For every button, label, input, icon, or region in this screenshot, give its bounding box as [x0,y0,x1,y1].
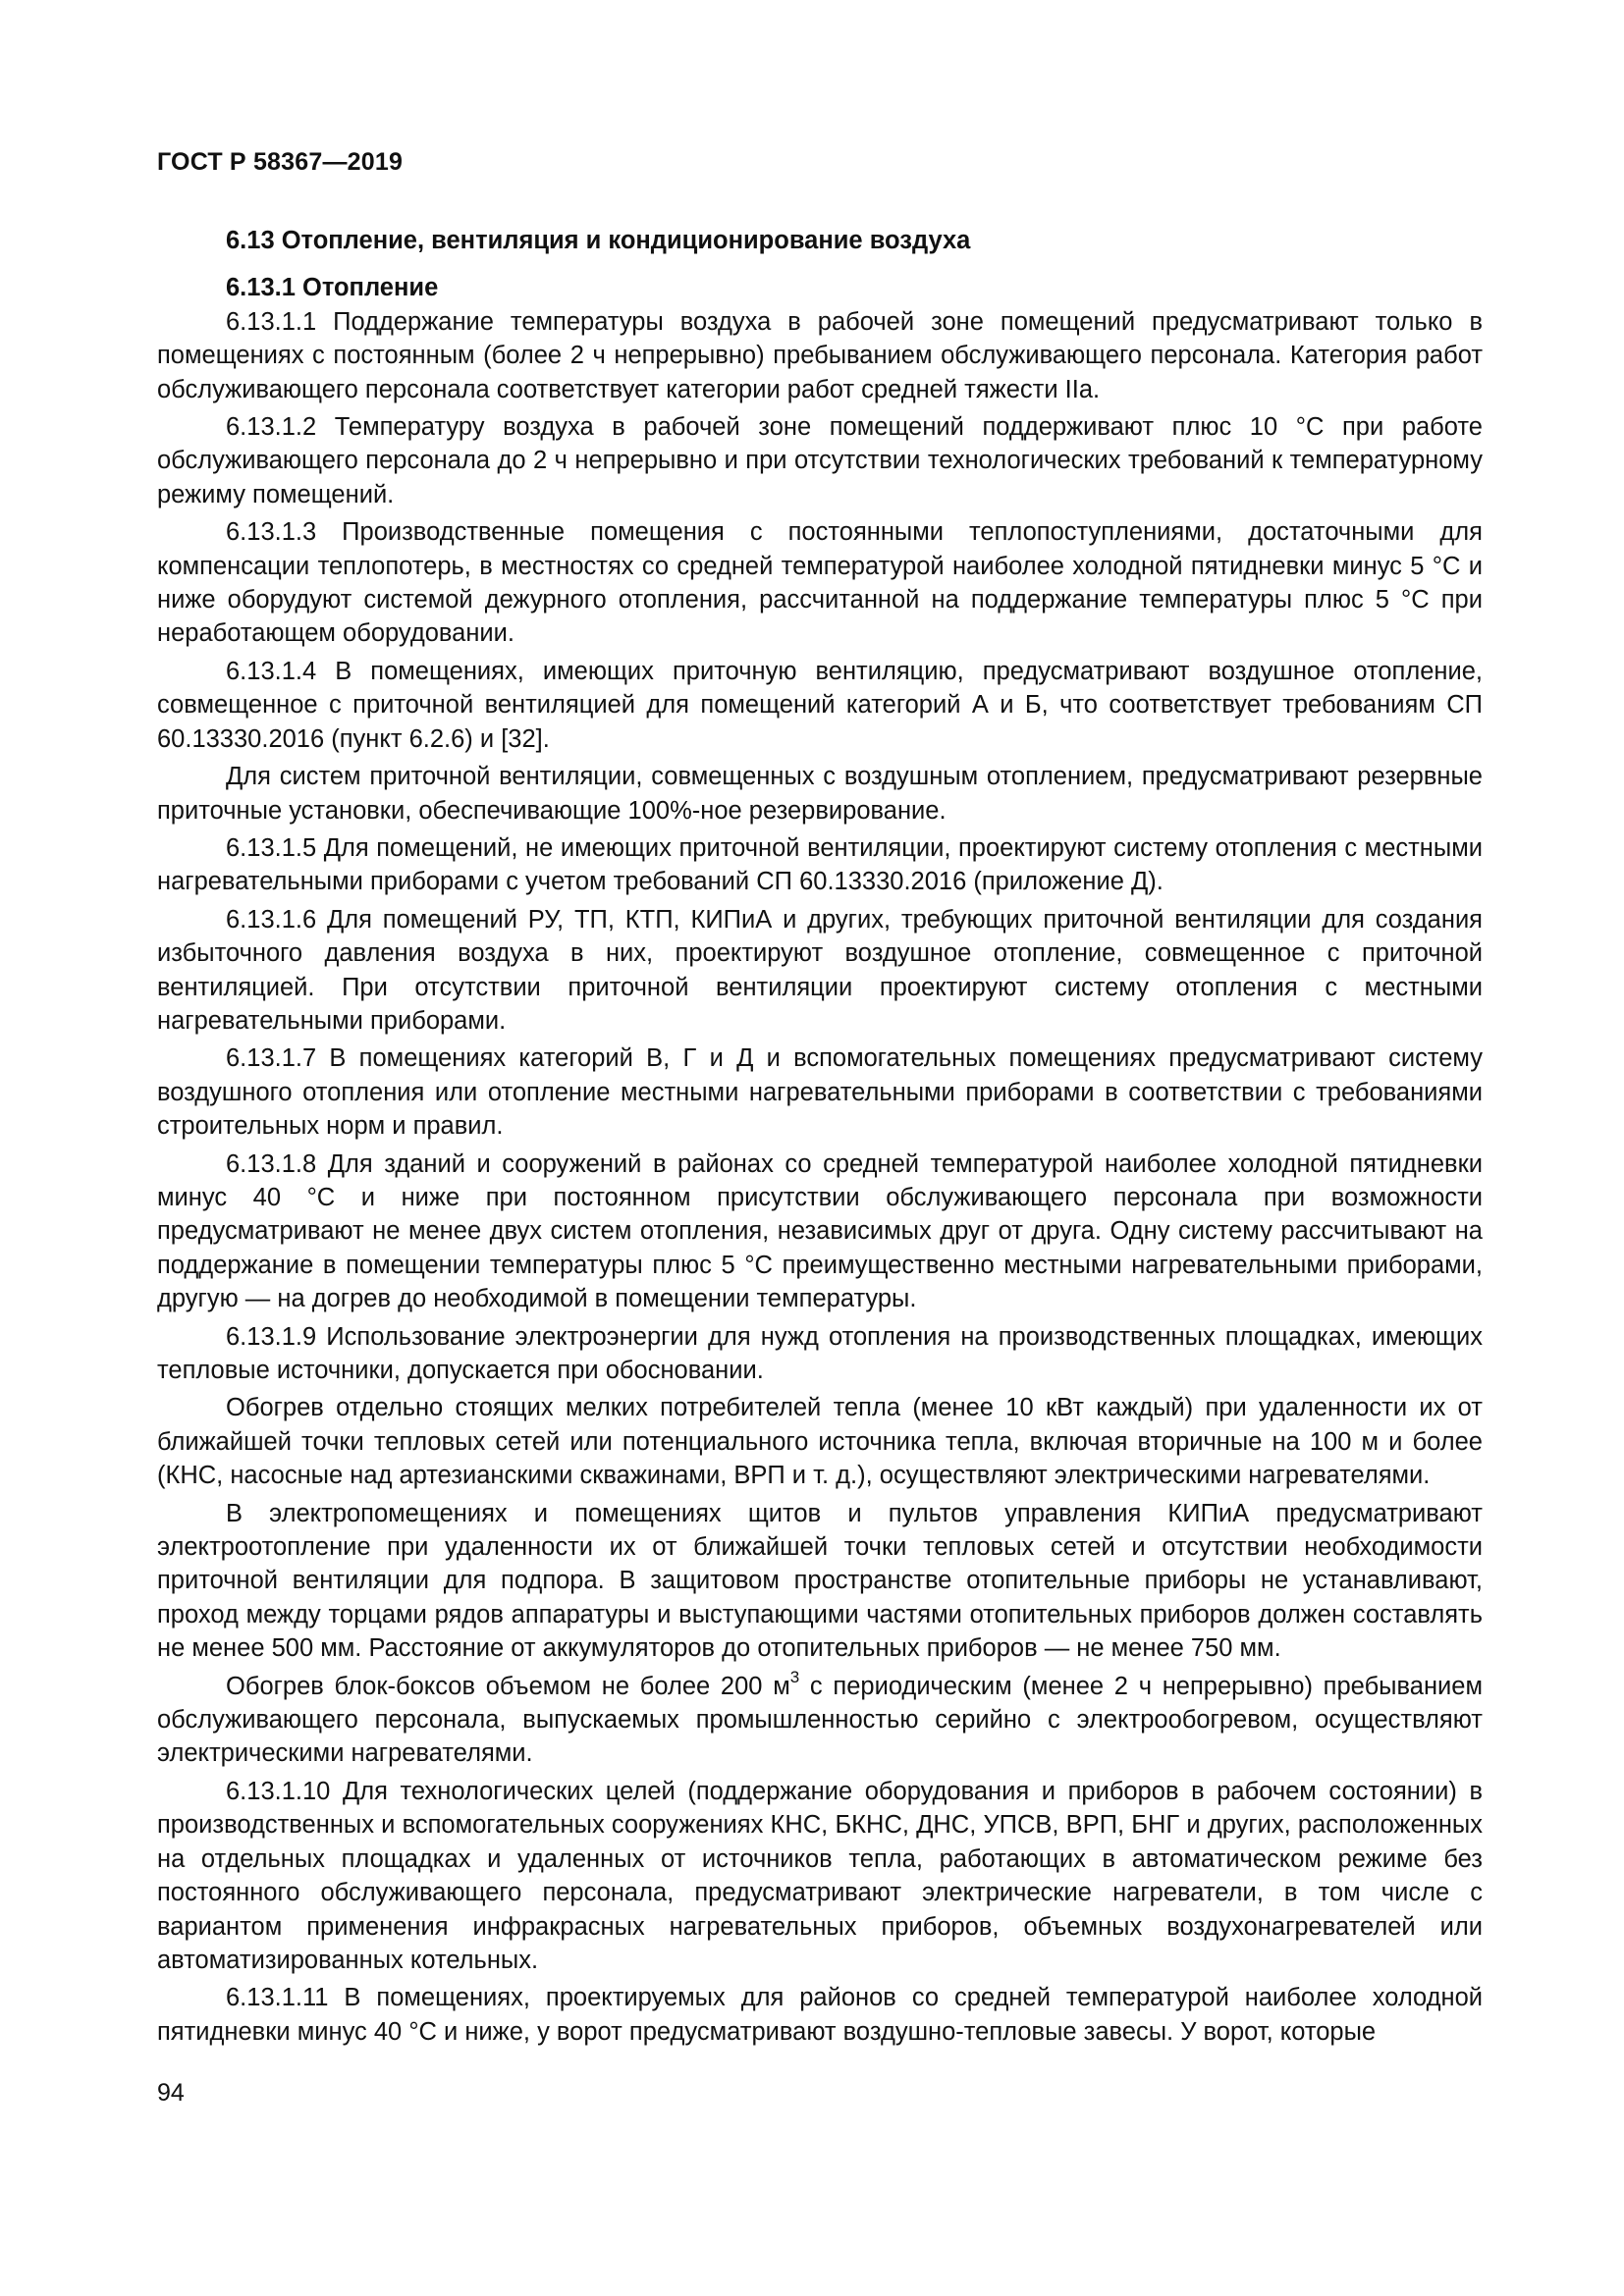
paragraph-6-13-1-11: 6.13.1.11 В помещениях, проектируемых для районов со средней температурой наиболее холодной пятидневки минус 40 °С и ниже, у ворот предусматривают воздушно-тепловые завесы. У ворот, которые [157,1984,1483,2046]
page-number: 94 [157,2079,185,2107]
paragraph-electro-rooms: В электропомещениях и помещениях щитов и пультов управления КИПиА предусматривают электроотопление при удаленности их от ближайшей точки тепловых сетей и отсутствии необходимости приточной вентиляции для подпора. В защитовом пространстве отопительные приборы не устанавливают, проход между торцами рядов аппаратуры и выступающими частями отопительных приборов должен составлять не менее 500 мм. Расстояние от аккумуляторов до отопительных приборов — не менее 750 мм. [157,1499,1483,1663]
cubic-superscript: 3 [789,1668,800,1687]
paragraph-6-13-1-7: 6.13.1.7 В помещениях категорий В, Г и Д и вспомогательных помещениях предусматривают систему воздушного отопления или отопление местными нагревательными приборами в соответствии с требованиями строительных норм и правил. [157,1044,1483,1141]
paragraph-6-13-1-6: 6.13.1.6 Для помещений РУ, ТП, КТП, КИПиА и других, требующих приточной вентиляции для создания избыточного давления воздуха в них, проектируют воздушное отопление, совмещенное с приточной вентиляцией. При отсутствии приточной вентиляции проектируют систему отопления с местными нагревательными приборами. [157,905,1483,1035]
subsection-heading: 6.13.1 Отопление [226,274,439,302]
block-boxes-text-end: с периодическим (менее 2 ч непрерывно) пребыванием обслуживающего персонала, выпускаемых промышленностью серийно с электрообогревом, осуществляют электрическими нагревателями. [157,1672,1483,1768]
block-boxes-text-start: Обогрев блок-боксов объемом не более 200 м [226,1672,790,1700]
paragraph-6-13-1-10: 6.13.1.10 Для технологических целей (поддержание оборудования и приборов в рабочем состоянии) в производственных и вспомогательных сооружениях КНС, БКНС, ДНС, УПСВ, ВРП, БНГ и других, расположенных на отдельных площадках и удаленных от источников тепла, работающих в автоматическом режиме без постоянного обслуживающего персонала, предусматривают электрические нагреватели, в том числе с вариантом применения инфракрасных нагревательных приборов, объемных воздухонагревателей или автоматизированных котельных. [157,1777,1483,1974]
paragraph-6-13-1-9: 6.13.1.9 Использование электроэнергии для нужд отопления на производственных площадках, имеющих тепловые источники, допускается при обосновании. [157,1322,1483,1384]
section-heading: 6.13 Отопление, вентиляция и кондиционирование воздуха [226,227,971,254]
paragraph-6-13-1-3: 6.13.1.3 Производственные помещения с постоянными теплопоступлениями, достаточными для компенсации теплопотерь, в местностях со средней температурой наиболее холодной пятидневки минус 5 °С и ниже оборудуют системой дежурного отопления, рассчитанной на поддержание температуры плюс 5 °С при неработающем оборудовании. [157,518,1483,648]
paragraph-6-13-1-8: 6.13.1.8 Для зданий и сооружений в районах со средней температурой наиболее холодной пятидневки минус 40 °С и ниже при постоянном присутствии обслуживающего персонала при возможности предусматривают не менее двух систем отопления, независимых друг от друга. Одну систему рассчитывают на поддержание в помещении температуры плюс 5 °С преимущественно местными нагревательными приборами, другую — на догрев до необходимой в помещении температуры. [157,1149,1483,1313]
paragraph-6-13-1-5: 6.13.1.5 Для помещений, не имеющих приточной вентиляции, проектируют систему отопления с местными нагревательными приборами с учетом требований СП 60.13330.2016 (приложение Д). [157,833,1483,896]
document-body [157,224,1483,2049]
paragraph-supply-ventilation: Для систем приточной вентиляции, совмещенных с воздушным отоплением, предусматривают резервные приточные установки, обеспечивающие 100%-ное резервирование. [157,763,1483,825]
document-id-header: ГОСТ Р 58367—2019 [157,148,404,176]
paragraph-6-13-1-4: 6.13.1.4 В помещениях, имеющих приточную вентиляцию, предусматривают воздушное отопление, совмещенное с приточной вентиляцией для помещений категорий А и Б, что соответствует требованиям СП 60.13330.2016 (пункт 6.2.6) и [32]. [157,657,1483,753]
paragraph-6-13-1-2: 6.13.1.2 Температуру воздуха в рабочей зоне помещений поддерживают плюс 10 °С при работе обслуживающего персонала до 2 ч непрерывно и при отсутствии технологических требований к температурному режиму помещений. [157,413,1483,508]
paragraph-6-13-1-1: 6.13.1.1 Поддержание температуры воздуха в рабочей зоне помещений предусматривают только в помещениях с постоянным (более 2 ч непрерывно) пребыванием обслуживающего персонала. Категория работ обслуживающего персонала соответствует категории работ средней тяжести IIa. [157,307,1483,403]
paragraph-block-boxes [157,1670,1483,1771]
paragraph-small-consumers: Обогрев отдельно стоящих мелких потребителей тепла (менее 10 кВт каждый) при удаленности их от ближайшей точки тепловых сетей или потенциального источника тепла, включая вторичные на 100 м и более (КНС, насосные над артезианскими скважинами, ВРП и т. д.), осуществляют электрическими нагревателями. [157,1394,1483,1490]
